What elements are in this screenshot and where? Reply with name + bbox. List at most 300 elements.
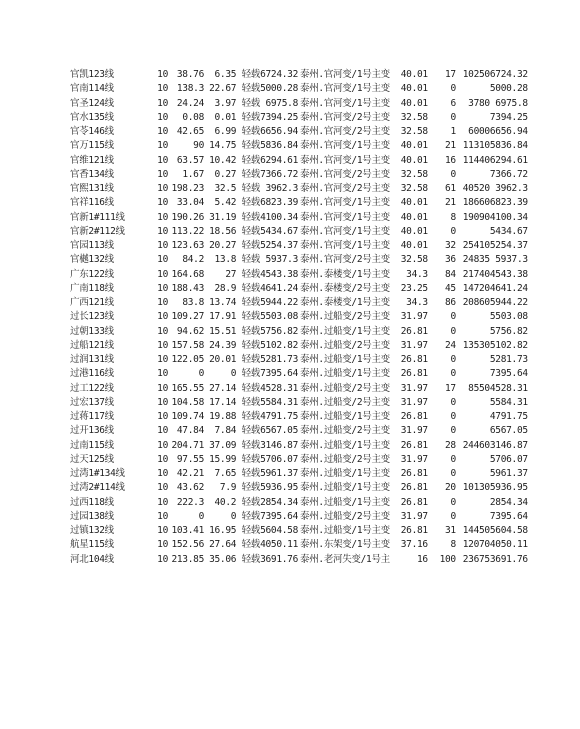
line-name-cell: 过南115线: [70, 439, 114, 451]
table-row: [70, 225, 528, 239]
voltage-cell: 10: [157, 539, 168, 551]
installed-capacity-cell: 24460: [462, 439, 490, 451]
transformer-capacity-cell: 26.81: [400, 468, 428, 479]
current-cell: 123.63: [171, 240, 204, 251]
line-name-cell: 官祥116线: [70, 197, 114, 209]
current-cell: 204.71: [171, 439, 204, 451]
current-cell: 188.43: [171, 282, 204, 294]
line-name-cell: 官新1#111线: [70, 211, 125, 223]
transformer-capacity-cell: 40.01: [400, 97, 428, 109]
load-rate-cell: 37.09 轻载: [209, 439, 260, 451]
installed-capacity-cell: 8550: [468, 382, 490, 394]
voltage-cell: 10: [157, 268, 168, 280]
available-capacity-cell: 4528.31: [489, 382, 528, 394]
available-capacity-cell: 5000.28: [489, 83, 528, 95]
current-cell: 43.62: [176, 482, 204, 494]
capacity-cell: 5254.37: [260, 240, 298, 251]
table-row: [70, 510, 528, 524]
capacity-cell: 6975.8: [265, 97, 298, 109]
available-capacity-cell: 5584.31: [489, 396, 528, 408]
line-name-cell: 过船121线: [70, 339, 114, 351]
load-rate-cell: 31.19 轻载: [209, 211, 260, 223]
available-capacity-cell: 5937.3: [495, 254, 528, 266]
substation-cell: 泰州.官河变/2号主变: [300, 126, 390, 137]
transformer-capacity-cell: 34.3: [406, 297, 428, 308]
user-count-cell: 0: [450, 368, 456, 380]
capacity-cell: 5281.73: [260, 354, 298, 365]
available-capacity-cell: 3146.87: [489, 439, 528, 451]
installed-capacity-cell: [456, 225, 490, 239]
current-cell: 97.55: [176, 453, 204, 465]
installed-capacity-cell: [456, 410, 490, 424]
voltage-cell: 10: [157, 183, 168, 194]
voltage-cell: 10: [157, 297, 168, 308]
transformer-capacity-cell: 40.01: [400, 197, 428, 209]
current-cell: 1.67: [182, 168, 204, 180]
user-count-cell: 21: [445, 140, 456, 152]
capacity-cell: 7394.25: [260, 111, 298, 123]
capacity-cell: 7395.64: [260, 368, 298, 380]
voltage-cell: 10: [157, 354, 168, 365]
installed-capacity-cell: [456, 168, 490, 182]
current-cell: 63.57: [176, 154, 204, 166]
transformer-capacity-cell: 32.58: [400, 168, 428, 180]
available-capacity-cell: 6567.05: [489, 425, 528, 437]
available-capacity-cell: 7394.25: [489, 111, 528, 123]
load-rate-cell: 18.56 轻载: [209, 225, 260, 237]
available-capacity-cell: 5944.22: [489, 297, 528, 308]
table-row: [70, 396, 528, 410]
voltage-cell: 10: [157, 83, 168, 95]
line-name-cell: 过长123线: [70, 311, 114, 323]
load-rate-cell: 13.74 轻载: [209, 297, 260, 308]
available-capacity-cell: 4791.75: [489, 411, 528, 422]
line-name-cell: 河北104线: [70, 553, 114, 565]
substation-cell: 泰州.官河变/1号主变: [300, 197, 390, 209]
transformer-capacity-cell: 26.81: [400, 368, 428, 380]
substation-cell: 泰州.过船变/2号主变: [300, 339, 390, 351]
current-cell: 33.04: [176, 197, 204, 209]
substation-cell: 泰州.官河变/2号主变: [300, 254, 390, 266]
line-name-cell: 过港116线: [70, 368, 114, 380]
table-row: [70, 553, 528, 567]
available-capacity-cell: 5254.37: [489, 240, 528, 251]
available-capacity-cell: 5604.58: [489, 525, 528, 536]
current-cell: 198.23: [171, 183, 204, 194]
voltage-cell: 10: [157, 311, 168, 323]
line-name-cell: 过西118线: [70, 496, 114, 508]
user-count-cell: 0: [450, 111, 456, 123]
substation-cell: 泰州.过船变/1号主变: [300, 354, 390, 365]
line-name-cell: 官樾132线: [70, 254, 114, 266]
voltage-cell: 10: [157, 140, 168, 152]
voltage-cell: 10: [157, 339, 168, 351]
voltage-cell: 10: [157, 525, 168, 536]
voltage-cell: 10: [157, 496, 168, 508]
line-name-cell: 官苓146线: [70, 126, 114, 137]
user-count-cell: 0: [450, 425, 456, 437]
capacity-cell: 5756.82: [260, 325, 298, 337]
line-name-cell: 过天125线: [70, 453, 114, 465]
installed-capacity-cell: [456, 82, 490, 96]
line-name-cell: 官园113线: [70, 240, 114, 251]
current-cell: 83.8: [182, 297, 204, 308]
current-cell: 90: [193, 140, 204, 152]
table-row: [70, 253, 528, 267]
installed-capacity-cell: 11310: [462, 140, 490, 152]
table-row: [70, 239, 528, 253]
capacity-cell: 6823.39: [260, 197, 298, 209]
voltage-cell: 10: [157, 254, 168, 266]
line-name-cell: 官南114线: [70, 83, 114, 95]
transformer-capacity-cell: 37.16: [400, 539, 428, 551]
user-count-cell: 0: [450, 311, 456, 323]
user-count-cell: 17: [445, 69, 456, 80]
current-cell: 213.85: [171, 553, 204, 565]
load-rate-cell: 20.27 轻载: [209, 240, 260, 251]
current-cell: 113.22: [171, 225, 204, 237]
substation-cell: 泰州.官河变/2号主变: [300, 111, 390, 123]
voltage-cell: 10: [157, 325, 168, 337]
transformer-capacity-cell: 40.01: [400, 211, 428, 223]
capacity-cell: 2854.34: [260, 496, 298, 508]
installed-capacity-cell: [456, 453, 490, 467]
user-count-cell: 0: [450, 83, 456, 95]
table-row: [70, 154, 528, 168]
capacity-cell: 4791.75: [260, 411, 298, 422]
installed-capacity-cell: 24835: [462, 254, 490, 266]
installed-capacity-cell: [456, 467, 490, 481]
load-rate-cell: 17.14 轻载: [209, 396, 260, 408]
available-capacity-cell: 4543.38: [489, 268, 528, 280]
installed-capacity-cell: 21740: [462, 268, 490, 280]
current-cell: 0: [198, 368, 204, 380]
available-capacity-cell: 5706.07: [489, 453, 528, 465]
voltage-cell: 10: [157, 425, 168, 437]
substation-cell: 泰州.过船变/2号主变: [300, 311, 390, 323]
substation-cell: 泰州.泰楼变/2号主变: [300, 282, 390, 294]
table-row: [70, 410, 528, 424]
available-capacity-cell: 5503.08: [489, 311, 528, 323]
line-name-cell: 过蒋117线: [70, 411, 114, 422]
transformer-capacity-cell: 26.81: [400, 354, 428, 365]
load-rate-cell: 27.14 轻载: [209, 382, 260, 394]
current-cell: 0.08: [182, 111, 204, 123]
current-cell: 138.3: [176, 83, 204, 95]
load-rate-cell: 0.27 轻载: [214, 168, 260, 180]
table-row: [70, 68, 528, 82]
load-rate-cell: 6.35 轻载: [214, 69, 260, 80]
capacity-cell: 5000.28: [260, 83, 298, 95]
user-count-cell: 8: [450, 211, 456, 223]
available-capacity-cell: 5961.37: [489, 468, 528, 479]
user-count-cell: 0: [450, 168, 456, 180]
transformer-capacity-cell: 26.81: [400, 411, 428, 422]
substation-cell: 泰州.官河变/2号主变: [300, 168, 390, 180]
user-count-cell: 32: [445, 240, 456, 251]
current-cell: 109.27: [171, 311, 204, 323]
substation-cell: 泰州.过船变/1号主变: [300, 496, 390, 508]
installed-capacity-cell: [456, 424, 490, 438]
available-capacity-cell: 7395.64: [489, 368, 528, 380]
available-capacity-cell: 6724.32: [489, 69, 528, 80]
substation-cell: 泰州.官河变/1号主变: [300, 225, 390, 237]
table-row: [70, 367, 528, 381]
line-name-cell: 官熙131线: [70, 183, 114, 194]
installed-capacity-cell: 23675: [462, 553, 490, 565]
load-rate-cell: 24.39 轻载: [209, 339, 260, 351]
available-capacity-cell: 5434.67: [489, 225, 528, 237]
substation-cell: 泰州.过船变/1号主变: [300, 325, 390, 337]
installed-capacity-cell: [456, 325, 490, 339]
user-count-cell: 0: [450, 325, 456, 337]
current-cell: 42.65: [176, 126, 204, 137]
transformer-capacity-cell: 31.97: [400, 311, 428, 323]
transformer-capacity-cell: 16: [417, 553, 428, 565]
substation-cell: 泰州.过船变/2号主变: [300, 425, 390, 437]
table-row: [70, 453, 528, 467]
line-name-cell: 过湾2#114线: [70, 482, 125, 494]
user-count-cell: 1: [450, 126, 456, 137]
user-count-cell: 36: [445, 254, 456, 266]
load-rate-cell: 10.42 轻载: [209, 154, 260, 166]
user-count-cell: 6: [450, 97, 456, 109]
transformer-capacity-cell: 26.81: [400, 325, 428, 337]
table-row: [70, 481, 528, 495]
transformer-capacity-cell: 26.81: [400, 439, 428, 451]
table-row: [70, 496, 528, 510]
voltage-cell: 10: [157, 553, 168, 565]
user-count-cell: 86: [445, 297, 456, 308]
voltage-cell: 10: [157, 439, 168, 451]
user-count-cell: 45: [445, 282, 456, 294]
capacity-cell: 5584.31: [260, 396, 298, 408]
load-rate-cell: 20.01 轻载: [209, 354, 260, 365]
capacity-cell: 6656.94: [260, 126, 298, 137]
substation-cell: 泰州.泰楼变/1号主变: [300, 268, 390, 280]
line-name-cell: 官万115线: [70, 140, 114, 152]
line-name-cell: 广西121线: [70, 297, 114, 308]
line-name-cell: 官水135线: [70, 111, 114, 123]
available-capacity-cell: 5102.82: [489, 339, 528, 351]
installed-capacity-cell: 11440: [462, 154, 490, 166]
installed-capacity-cell: [456, 496, 490, 510]
substation-cell: 泰州.官河变/1号主变: [300, 211, 390, 223]
installed-capacity-cell: 10130: [462, 482, 490, 494]
available-capacity-cell: 7366.72: [489, 168, 528, 180]
voltage-cell: 10: [157, 453, 168, 465]
capacity-cell: 4641.24: [260, 282, 298, 294]
available-capacity-cell: 3691.76: [489, 553, 528, 565]
capacity-cell: 5944.22: [260, 297, 298, 308]
current-cell: 0: [198, 510, 204, 522]
user-count-cell: 0: [450, 468, 456, 479]
substation-cell: 泰州.官河变/1号主变: [300, 83, 390, 95]
current-cell: 190.26: [171, 211, 204, 223]
available-capacity-cell: 2854.34: [489, 496, 528, 508]
table-row: [70, 310, 528, 324]
load-rate-cell: 27.64 轻载: [209, 539, 260, 551]
substation-cell: 泰州.东架变/1号主变: [300, 539, 390, 551]
table-row: [70, 524, 528, 538]
table-row: [70, 424, 528, 438]
voltage-cell: 10: [157, 468, 168, 479]
load-rate-cell: 7.65 轻载: [214, 468, 260, 479]
voltage-cell: 10: [157, 382, 168, 394]
user-count-cell: 28: [445, 439, 456, 451]
transformer-capacity-cell: 34.3: [406, 268, 428, 280]
user-count-cell: 0: [450, 396, 456, 408]
load-rate-cell: 15.51 轻载: [209, 325, 260, 337]
transformer-capacity-cell: 32.58: [400, 111, 428, 123]
line-name-cell: 广东122线: [70, 268, 114, 280]
transformer-capacity-cell: 31.97: [400, 396, 428, 408]
installed-capacity-cell: 25410: [462, 240, 490, 251]
line-name-cell: 官圣124线: [70, 97, 114, 109]
line-name-cell: 官香134线: [70, 168, 114, 180]
table-row: [70, 125, 528, 139]
substation-cell: 泰州.官河变/1号主变: [300, 240, 390, 251]
available-capacity-cell: 6823.39: [489, 197, 528, 209]
voltage-cell: 10: [157, 111, 168, 123]
installed-capacity-cell: [456, 353, 490, 367]
current-cell: 152.56: [171, 539, 204, 551]
table-row: [70, 538, 528, 552]
installed-capacity-cell: [456, 510, 490, 524]
user-count-cell: 20: [445, 482, 456, 494]
load-rate-cell: 0.01 轻载: [214, 111, 260, 123]
available-capacity-cell: 4050.11: [489, 539, 528, 551]
user-count-cell: 0: [450, 496, 456, 508]
installed-capacity-cell: 13530: [462, 339, 490, 351]
capacity-cell: 5503.08: [260, 311, 298, 323]
transformer-capacity-cell: 31.97: [400, 425, 428, 437]
installed-capacity-cell: 3780: [468, 97, 490, 109]
substation-cell: 泰州.老河失变/1号主: [300, 553, 390, 565]
installed-capacity-cell: 20860: [462, 297, 490, 308]
installed-capacity-cell: 14450: [462, 525, 490, 536]
load-rate-cell: 27 轻载: [225, 268, 260, 280]
transformer-capacity-cell: 32.58: [400, 183, 428, 194]
capacity-cell: 3146.87: [260, 439, 298, 451]
line-name-cell: 官凯123线: [70, 69, 114, 80]
transformer-capacity-cell: 40.01: [400, 225, 428, 237]
user-count-cell: 16: [445, 154, 456, 166]
current-cell: 122.05: [171, 354, 204, 365]
capacity-cell: 3691.76: [260, 553, 298, 565]
line-name-cell: 广南118线: [70, 282, 114, 294]
available-capacity-cell: 5836.84: [489, 140, 528, 152]
capacity-cell: 5937.3: [265, 254, 298, 266]
feeder-load-table: [70, 68, 528, 567]
transformer-capacity-cell: 23.25: [400, 282, 428, 294]
user-count-cell: 84: [445, 268, 456, 280]
user-count-cell: 17: [445, 382, 456, 394]
transformer-capacity-cell: 40.01: [400, 69, 428, 80]
voltage-cell: 10: [157, 411, 168, 422]
table-row: [70, 467, 528, 481]
load-rate-cell: 35.06 轻载: [209, 553, 260, 565]
capacity-cell: 6724.32: [260, 69, 298, 80]
load-rate-cell: 7.84 轻载: [214, 425, 260, 437]
capacity-cell: 5961.37: [260, 468, 298, 479]
capacity-cell: 5936.95: [260, 482, 298, 494]
user-count-cell: 0: [450, 510, 456, 522]
load-rate-cell: 0 轻载: [230, 368, 260, 380]
available-capacity-cell: 5936.95: [489, 482, 528, 494]
capacity-cell: 5706.07: [260, 453, 298, 465]
current-cell: 84.2: [182, 254, 204, 266]
voltage-cell: 10: [157, 225, 168, 237]
user-count-cell: 24: [445, 339, 456, 351]
load-rate-cell: 32.5 轻载: [214, 183, 260, 194]
current-cell: 164.68: [171, 268, 204, 280]
current-cell: 165.55: [171, 382, 204, 394]
transformer-capacity-cell: 32.58: [400, 254, 428, 266]
substation-cell: 泰州.官河变/1号主变: [300, 154, 390, 166]
capacity-cell: 4528.31: [260, 382, 298, 394]
available-capacity-cell: 4100.34: [489, 211, 528, 223]
substation-cell: 泰州.过船变/1号主变: [300, 468, 390, 479]
capacity-cell: 5604.58: [260, 525, 298, 536]
substation-cell: 泰州.过船变/1号主变: [300, 482, 390, 494]
capacity-cell: 3962.3: [265, 183, 298, 194]
load-rate-cell: 16.95 轻载: [209, 525, 260, 536]
user-count-cell: 0: [450, 225, 456, 237]
substation-cell: 泰州.泰楼变/1号主变: [300, 297, 390, 308]
available-capacity-cell: 3962.3: [495, 183, 528, 194]
line-name-cell: 过湾1#134线: [70, 468, 125, 479]
voltage-cell: 10: [157, 97, 168, 109]
installed-capacity-cell: [456, 310, 490, 324]
capacity-cell: 7366.72: [260, 168, 298, 180]
installed-capacity-cell: 14720: [462, 282, 490, 294]
user-count-cell: 0: [450, 354, 456, 365]
substation-cell: 泰州.过船变/1号主变: [300, 368, 390, 380]
substation-cell: 泰州.过船变/2号主变: [300, 396, 390, 408]
line-name-cell: 航星115线: [70, 539, 114, 551]
transformer-capacity-cell: 40.01: [400, 83, 428, 95]
capacity-cell: 4543.38: [260, 268, 298, 280]
transformer-capacity-cell: 26.81: [400, 525, 428, 536]
transformer-capacity-cell: 26.81: [400, 496, 428, 508]
load-rate-cell: 7.9 轻载: [219, 482, 260, 494]
line-name-cell: 过润131线: [70, 354, 114, 365]
current-cell: 157.58: [171, 339, 204, 351]
substation-cell: 泰州.官河变/1号主变: [300, 140, 390, 152]
installed-capacity-cell: 18660: [462, 197, 490, 209]
current-cell: 103.41: [171, 525, 204, 536]
voltage-cell: 10: [157, 482, 168, 494]
line-name-cell: 官新2#112线: [70, 225, 125, 237]
available-capacity-cell: 4641.24: [489, 282, 528, 294]
capacity-cell: 7395.64: [260, 510, 298, 522]
line-name-cell: 过镇132线: [70, 525, 114, 536]
transformer-capacity-cell: 40.01: [400, 140, 428, 152]
line-name-cell: 过宏137线: [70, 396, 114, 408]
substation-cell: 泰州.过船变/2号主变: [300, 453, 390, 465]
user-count-cell: 0: [450, 453, 456, 465]
available-capacity-cell: 6294.61: [489, 154, 528, 166]
installed-capacity-cell: 19090: [462, 211, 490, 223]
current-cell: 94.62: [176, 325, 204, 337]
voltage-cell: 10: [157, 168, 168, 180]
substation-cell: 泰州.官河变/2号主变: [300, 183, 390, 194]
user-count-cell: 8: [450, 539, 456, 551]
load-rate-cell: 14.75 轻载: [209, 140, 260, 152]
installed-capacity-cell: [456, 111, 490, 125]
table-row: [70, 139, 528, 153]
